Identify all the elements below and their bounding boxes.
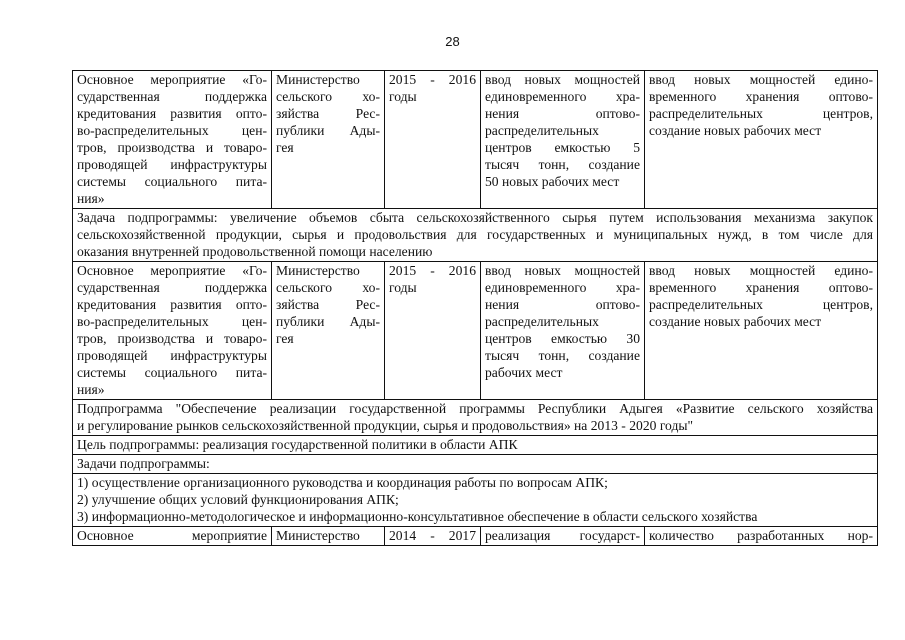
text-line: 2015 - 2016 [389,72,476,87]
direct-result-cell [481,71,645,209]
text-line: сударственная поддержка [77,89,267,104]
text-line: сударственная поддержка [77,280,267,295]
text-line: зяйства Рес- [276,106,380,121]
text-line: ввод новых мощностей [485,72,640,87]
section-row [73,474,878,527]
text-line: сельского хо- [276,280,380,295]
text-line: кредитования развития опто- [77,297,267,312]
text-line: системы социального пита- [77,365,267,380]
text-line: гея [276,140,294,155]
section-heading-cell [73,455,878,474]
text-line: Министерство [276,528,360,543]
program-table-body [73,71,878,546]
text-line: тысяч тонн, создание [485,157,640,172]
text-line: годы [389,89,417,104]
text-line: единовременного хра- [485,280,640,295]
indicator-cell [645,527,878,546]
text-line: системы социального пита- [77,174,267,189]
text-line: проводящей инфраструктуры [77,157,267,172]
text-line: тысяч тонн, создание [485,348,640,363]
text-line: создание новых рабочих мест [649,314,822,329]
text-line: Министерство [276,263,360,278]
text-line: ввод новых мощностей [485,263,640,278]
text-line: количество разработанных нор- [649,528,873,543]
text-line: 50 новых рабочих мест [485,174,620,189]
measure-row [73,527,878,546]
text-line: публики Ады- [276,123,380,138]
text-line: публики Ады- [276,314,380,329]
text-line: нения оптово- [485,106,640,121]
measure-name-cell [73,527,272,546]
text-line: 2) улучшение общих условий функционирования АПК; [77,492,399,507]
text-line: ния» [77,191,105,206]
section-row [73,400,878,436]
measure-name-cell [73,262,272,400]
text-line: центров емкостью 30 [485,331,640,346]
text-line: Задачи подпрограммы: [77,456,210,471]
text-line: распределительных [485,123,599,138]
measure-name-cell [73,71,272,209]
text-line: гея [276,331,294,346]
text-line: создание новых рабочих мест [649,123,822,138]
text-line: временного хранения оптово- [649,280,873,295]
text-line: Основное мероприятие [77,528,267,543]
text-line: во-распределительных цен- [77,123,267,138]
program-table [72,70,878,546]
text-line: нения оптово- [485,297,640,312]
text-line: годы [389,280,417,295]
text-line: распределительных центров, [649,106,873,121]
text-line: тров, производства и товаро- [77,331,267,346]
text-line: Министерство [276,72,360,87]
section-heading-cell [73,436,878,455]
page-number: 28 [445,34,460,49]
executor-cell [272,527,385,546]
measure-row [73,71,878,209]
text-line: проводящей инфраструктуры [77,348,267,363]
section-row [73,455,878,474]
section-row [73,436,878,455]
text-line: реализация государст- [485,528,640,543]
text-line: распределительных центров, [649,297,873,312]
text-line: оказания внутренней продовольственной помощи населению [77,244,433,259]
text-line: ввод новых мощностей едино- [649,263,873,278]
indicator-cell [645,71,878,209]
text-line: кредитования развития опто- [77,106,267,121]
text-line: 3) информационно-методологическое и информационно-консультативное обеспечение в области сельского хозяйства [77,509,758,524]
section-row [73,209,878,262]
direct-result-cell [481,527,645,546]
text-line: тров, производства и товаро- [77,140,267,155]
text-line: 2014 - 2017 [389,528,476,543]
executor-cell [272,71,385,209]
text-line: 1) осуществление организационного руководства и координация работы по вопросам АПК; [77,475,608,490]
text-line: сельскохозяйственной продукции, сырья и продовольствия для государственных и муниципальных нужд, в том числе для [77,227,873,242]
direct-result-cell [481,262,645,400]
section-heading-cell [73,209,878,262]
text-line: временного хранения оптово- [649,89,873,104]
text-line: единовременного хра- [485,89,640,104]
text-line: ввод новых мощностей едино- [649,72,873,87]
text-line: Цель подпрограммы: реализация государственной политики в области АПК [77,437,518,452]
text-line: центров емкостью 5 [485,140,640,155]
executor-cell [272,262,385,400]
text-line: зяйства Рес- [276,297,380,312]
text-line: Основное мероприятие «Го- [77,263,267,278]
section-heading-cell [73,400,878,436]
section-heading-cell [73,474,878,527]
period-cell [385,71,481,209]
text-line: распределительных [485,314,599,329]
measure-row [73,262,878,400]
period-cell [385,262,481,400]
text-line: сельского хо- [276,89,380,104]
text-line: Подпрограмма "Обеспечение реализации государственной программы Республики Адыгея «Развитие сельского хозяйства [77,401,873,416]
indicator-cell [645,262,878,400]
text-line: ния» [77,382,105,397]
text-line: 2015 - 2016 [389,263,476,278]
period-cell [385,527,481,546]
text-line: Задача подпрограммы: увеличение объемов сбыта сельскохозяйственного сырья путем использования механизма закупок [77,210,873,225]
text-line: Основное мероприятие «Го- [77,72,267,87]
text-line: и регулирование рынков сельскохозяйственной продукции, сырья и продовольствия» на 2013 - 2020 годы" [77,418,694,433]
text-line: во-распределительных цен- [77,314,267,329]
text-line: рабочих мест [485,365,563,380]
